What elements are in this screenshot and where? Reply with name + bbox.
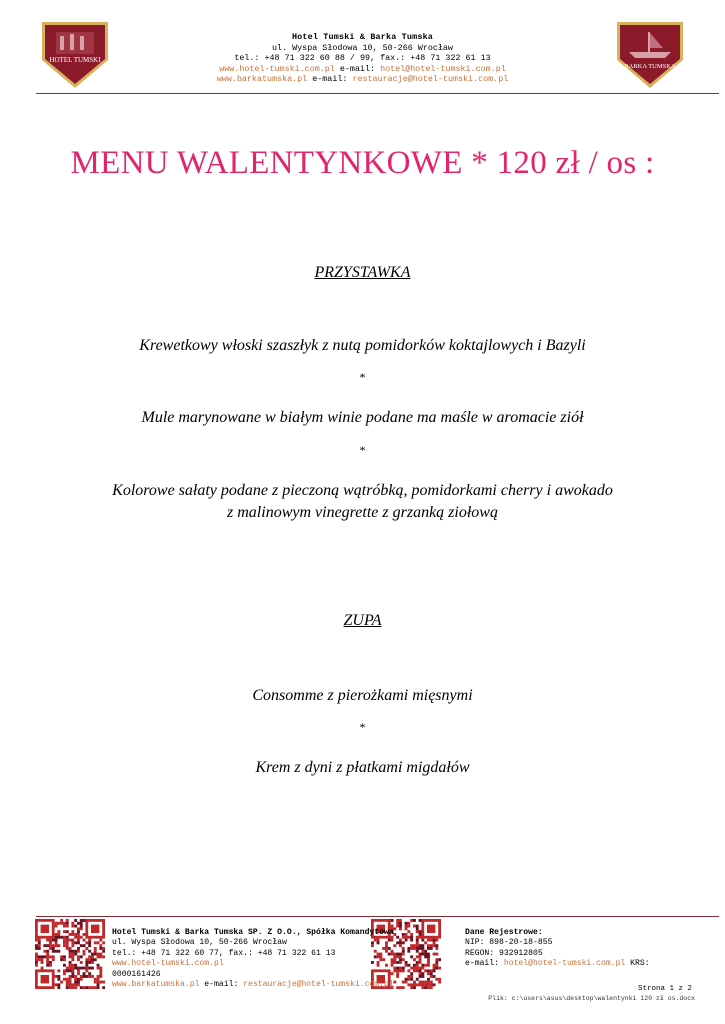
footer-hotel-email-link[interactable]: hotel@hotel-tumski.com.pl (503, 959, 626, 969)
footer-divider (36, 916, 719, 917)
header-contact-line-1 (160, 64, 565, 75)
footer-regon: REGON: 932912805 (465, 948, 543, 958)
footer-phone: tel.: +48 71 322 60 77, fax.: +48 71 322 61 13 (112, 948, 336, 958)
svg-text:HOTEL TUMSKI: HOTEL TUMSKI (49, 56, 101, 64)
dish-separator: * (359, 370, 366, 384)
dish-separator: * (359, 443, 366, 457)
section-heading-przystawka: PRZYSTAWKA (314, 264, 411, 281)
footer-email-line (465, 959, 650, 969)
footer-company-name: Hotel Tumski & Barka Tumska SP. Z O.O., Spółka Komandytowa (112, 928, 394, 937)
barka-website-link[interactable]: www.barkatumska.pl (216, 74, 308, 85)
header-contact-line-2 (160, 74, 565, 85)
restaurant-email-link[interactable]: restauracje@hotel-tumski.com.pl (352, 74, 509, 85)
hotel-tumski-logo (40, 20, 110, 90)
footer-barka-link[interactable]: www.barkatumska.pl (112, 980, 200, 990)
footer-registry-block (465, 928, 650, 970)
page-number: Strona 1 z 2 (637, 985, 692, 993)
footer-krs-label: KRS: (630, 959, 650, 969)
dish-separator: * (359, 720, 366, 734)
email-label: e-mail: (312, 74, 348, 85)
footer-website-link[interactable]: www.hotel-tumski.com.pl (112, 959, 224, 969)
hotel-website-link[interactable]: www.hotel-tumski.com.pl (219, 63, 335, 74)
menu-title: MENU WALENTYNKOWE * 120 zł / os : (70, 145, 655, 181)
footer-registry-title: Dane Rejestrowe: (465, 928, 543, 937)
barka-tumska-logo (615, 20, 685, 90)
header-phone: tel.: +48 71 322 60 88 / 99, fax.: +48 71 322 61 13 (234, 53, 491, 64)
dish-item: Krewetkowy włoski szaszłyk z nutą pomidorków koktajlowych i Bazyli (139, 337, 586, 354)
email-label: e-mail: (339, 63, 376, 74)
dish-item: Mule marynowane w białym winie podane ma maśle w aromacie ziół (141, 409, 584, 426)
footer-contact-line (112, 980, 394, 990)
footer-nip: NIP: 898-20-18-855 (465, 938, 553, 948)
header-divider (36, 93, 719, 94)
footer-krs: 0000161426 (112, 969, 161, 979)
footer-company-block (112, 928, 394, 990)
email-label: e-mail: (465, 959, 499, 969)
section-heading-zupa: ZUPA (343, 612, 382, 629)
dish-item-continued: z malinowym vinegrette z grzanką ziołową (227, 504, 498, 521)
svg-text:BARKA TUMSKA: BARKA TUMSKA (624, 63, 676, 70)
dish-item: Krem z dyni z płatkami migdałów (255, 759, 470, 776)
header-contact-block (160, 32, 565, 85)
header-address: ul. Wyspa Słodowa 10, 50-266 Wrocław (272, 42, 453, 53)
footer-restaurant-email-link[interactable]: restauracje@hotel-tumski.com.pl (243, 980, 394, 990)
qr-code-image (35, 919, 105, 989)
dish-item: Consomme z pierożkami mięsnymi (252, 687, 473, 704)
hotel-email-link[interactable]: hotel@hotel-tumski.com.pl (380, 63, 506, 74)
email-label: e-mail: (204, 980, 239, 990)
dish-item: Kolorowe sałaty podane z pieczoną wątróbką, pomidorkami cherry i awokado (112, 482, 613, 499)
header-title: Hotel Tumski & Barka Tumska (291, 32, 434, 42)
footer-address: ul. Wyspa Słodowa 10, 50-266 Wrocław (112, 938, 287, 948)
file-path: Plik: c:\users\asus\desktop\walentynki 120 zł os.docx (488, 995, 695, 1002)
